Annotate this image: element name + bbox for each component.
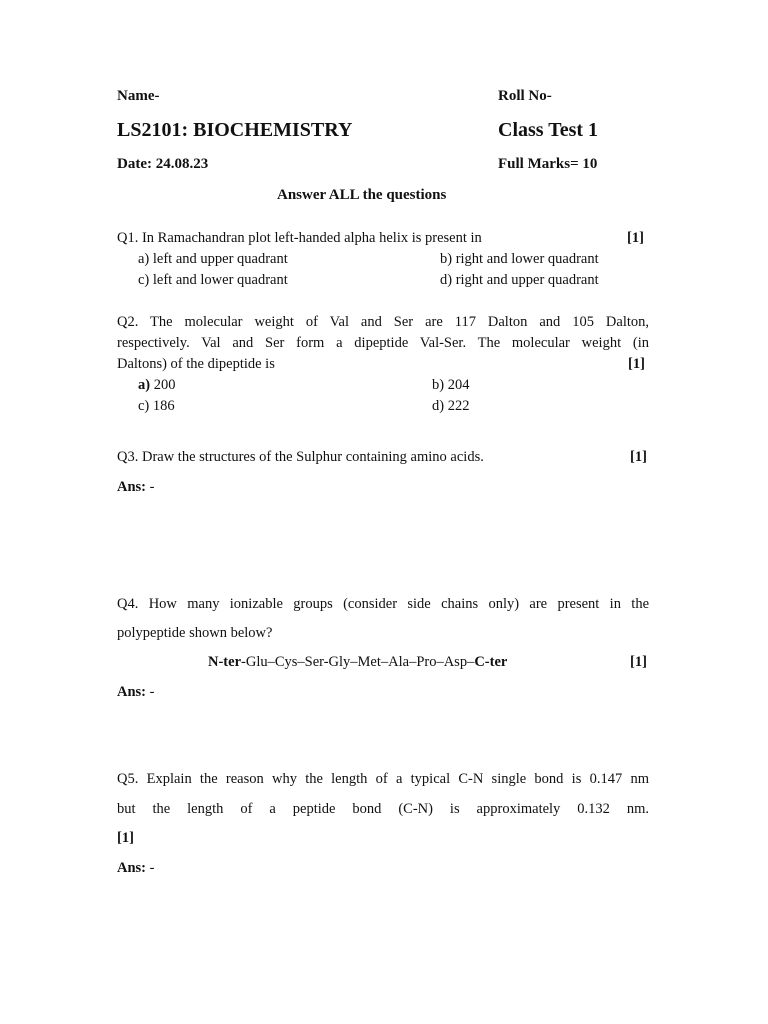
q2-text-line-1: Q2. The molecular weight of Val and Ser are 117 Dalton and 105 Dalton, bbox=[117, 314, 649, 330]
q1-option-d: d) right and upper quadrant bbox=[440, 272, 599, 288]
q2-text-line-2: respectively. Val and Ser form a dipeptide Val-Ser. The molecular weight (in bbox=[117, 335, 649, 351]
test-title: Class Test 1 bbox=[498, 119, 599, 141]
name-label: Name- bbox=[117, 88, 160, 104]
q2-text-line-3: Daltons) of the dipeptide is bbox=[117, 356, 275, 372]
test-date: Date: 24.08.23 bbox=[117, 156, 209, 172]
q2-marks: [1] bbox=[628, 356, 645, 372]
q1-text: Q1. In Ramachandran plot left-handed alpha helix is present in bbox=[117, 230, 482, 246]
q5-answer-label: Ans: bbox=[117, 860, 147, 876]
q4-marks: [1] bbox=[630, 654, 647, 670]
q2-option-a-label: a) bbox=[138, 377, 151, 393]
q4-answer bbox=[117, 684, 154, 701]
q1-marks: [1] bbox=[627, 230, 644, 246]
q2-option-a bbox=[138, 377, 175, 394]
q4-n-terminus: N-ter bbox=[208, 654, 242, 670]
q4-text-line-1: Q4. How many ionizable groups (consider side chains only) are present in the bbox=[117, 596, 649, 612]
q3-answer bbox=[117, 479, 154, 496]
course-title: LS2101: BIOCHEMISTRY bbox=[117, 119, 353, 141]
q4-c-terminus: C-ter bbox=[474, 654, 508, 670]
q4-sequence-residues: -Glu–Cys–Ser-Gly–Met–Ala–Pro–Asp– bbox=[241, 654, 475, 670]
q2-option-d: d) 222 bbox=[432, 398, 470, 414]
q3-answer-value: - bbox=[149, 479, 155, 495]
full-marks: Full Marks= 10 bbox=[498, 156, 598, 172]
q3-text: Q3. Draw the structures of the Sulphur containing amino acids. bbox=[117, 449, 484, 465]
q3-answer-label: Ans: bbox=[117, 479, 147, 495]
q4-text-line-2: polypeptide shown below? bbox=[117, 625, 273, 641]
q4-sequence bbox=[208, 654, 507, 671]
q1-option-b: b) right and lower quadrant bbox=[440, 251, 599, 267]
q5-text-line-1: Q5. Explain the reason why the length of a typical C-N single bond is 0.147 nm bbox=[117, 771, 649, 787]
instruction: Answer ALL the questions bbox=[277, 187, 447, 203]
q5-marks: [1] bbox=[117, 830, 134, 846]
q5-answer-value: - bbox=[149, 860, 155, 876]
q3-marks: [1] bbox=[630, 449, 647, 465]
q5-text-line-2: but the length of a peptide bond (C-N) is approximately 0.132 nm. bbox=[117, 801, 649, 817]
q1-option-a: a) left and upper quadrant bbox=[138, 251, 288, 267]
q2-option-b: b) 204 bbox=[432, 377, 470, 393]
q2-option-a-value: 200 bbox=[153, 377, 176, 393]
q4-answer-value: - bbox=[149, 684, 155, 700]
q2-option-c: c) 186 bbox=[138, 398, 175, 414]
q5-answer bbox=[117, 860, 154, 877]
q1-option-c: c) left and lower quadrant bbox=[138, 272, 288, 288]
q4-answer-label: Ans: bbox=[117, 684, 147, 700]
roll-number-label: Roll No- bbox=[498, 88, 552, 104]
